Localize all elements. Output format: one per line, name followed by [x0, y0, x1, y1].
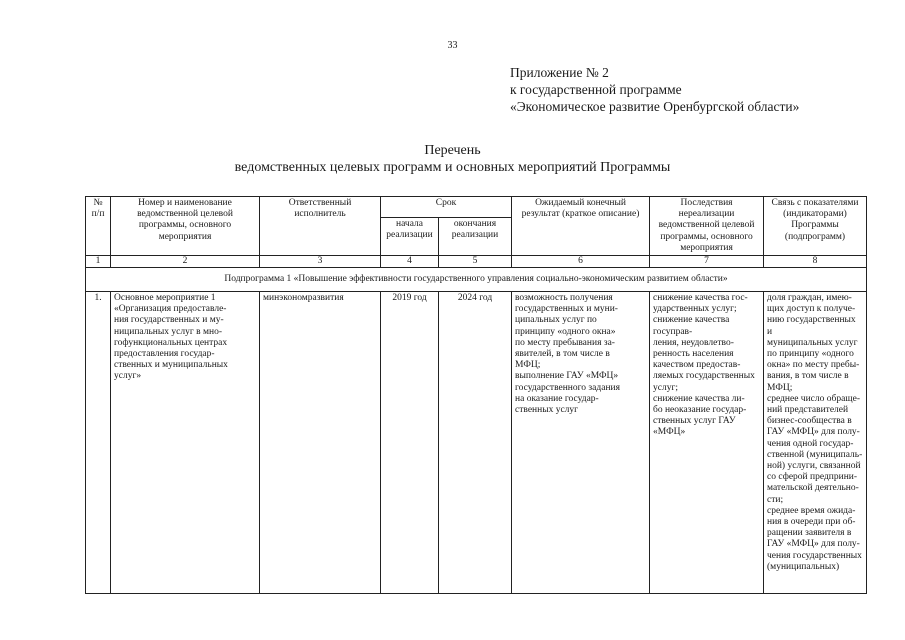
cell-line: доля граждан, имею- [767, 293, 852, 304]
header-executor: Ответственный исполнитель [260, 197, 381, 256]
column-number: 5 [439, 256, 512, 268]
cell-line: выполнение ГАУ «МФЦ» [515, 371, 619, 382]
cell-line: бизнес-сообщества в [767, 416, 852, 427]
header-term: Срок [381, 197, 512, 218]
document-title [0, 142, 905, 176]
cell-line: «Организация предоставле- [114, 304, 227, 315]
cell-line: «МФЦ» [653, 427, 686, 438]
cell-line: окна» по месту пребы- [767, 360, 860, 371]
cell-line: чения одной государ- [767, 438, 854, 449]
header-name: Номер и наименование ведомственной целевой программы, основного мероприятия [111, 197, 260, 256]
column-number: 6 [512, 256, 650, 268]
row-executor: минэкономразвития [260, 292, 381, 594]
cell-line: ципальных услуг по [515, 315, 597, 326]
cell-line: снижение качества ли- [653, 393, 745, 404]
cell-line: ния государственных и му- [114, 315, 224, 326]
column-number: 8 [764, 256, 867, 268]
cell-line: среднее время ожида- [767, 505, 856, 516]
header-row [86, 197, 867, 218]
row-consequences [650, 292, 764, 594]
header-end: окончания реализации [439, 218, 512, 256]
cell-line: щих доступ к получе- [767, 304, 856, 315]
cell-line: ляемых государственных [653, 371, 755, 382]
page-number: 33 [447, 40, 458, 51]
cell-line: государственного задания [515, 382, 620, 393]
header-consequences: Последствия нереализации ведомственной целевой программы, основного мероприятия [650, 197, 764, 256]
cell-line: возможность получения [515, 293, 613, 304]
cell-line: услуг; [653, 382, 679, 393]
row-start: 2019 год [381, 292, 439, 594]
cell-line: ственных услуг [515, 405, 579, 416]
header-num: № п/п [86, 197, 111, 256]
cell-line: чения государственных [767, 550, 862, 561]
row-name [111, 292, 260, 594]
cell-line: ния в очереди при об- [767, 517, 856, 528]
appendix-line: к государственной программе [510, 82, 682, 97]
title-line: ведомственных целевых программ и основных мероприятий Программы [234, 160, 671, 175]
cell-line: ственной (муниципаль- [767, 449, 863, 460]
table-row [86, 292, 867, 594]
appendix-line: «Экономическое развитие Оренбургской области» [510, 99, 800, 114]
cell-line: ления, неудовлетво- [653, 337, 734, 348]
cell-line: ращении заявителя в [767, 528, 852, 539]
column-number: 3 [260, 256, 381, 268]
cell-line: ний представителей [767, 405, 849, 416]
column-number: 4 [381, 256, 439, 268]
title-line: Перечень [424, 143, 481, 158]
column-number: 2 [111, 256, 260, 268]
cell-line: государственных и муни- [515, 304, 618, 315]
cell-line: мательской деятельно- [767, 483, 859, 494]
subprogram-row [86, 268, 867, 292]
programs-table [85, 196, 867, 594]
cell-line: ГАУ «МФЦ» для полу- [767, 427, 860, 438]
cell-line: по месту пребывания за- [515, 337, 615, 348]
cell-line: муниципальных услуг [767, 337, 858, 348]
header-start: начала реализации [381, 218, 439, 256]
cell-line: по принципу «одного [767, 349, 854, 360]
cell-line: услуг» [114, 371, 142, 382]
header-result: Ожидаемый конечный результат (краткое описание) [512, 197, 650, 256]
cell-line: (муниципальных) [767, 561, 840, 572]
cell-line: ной) услуги, связанной [767, 461, 861, 472]
header-indicators: Связь с показателями (индикаторами) Программы (подпрограмм) [764, 197, 867, 256]
cell-line: ударственных услуг; [653, 304, 737, 315]
cell-line: качеством предостав- [653, 360, 741, 371]
cell-line: МФЦ; [767, 382, 793, 393]
cell-line: МФЦ; [515, 360, 541, 371]
row-num: 1. [86, 292, 111, 594]
cell-line: ГАУ «МФЦ» для полу- [767, 539, 860, 550]
cell-line: нию государственных и [767, 315, 856, 337]
cell-line: принципу «одного окна» [515, 326, 616, 337]
cell-line: ниципальных услуг в мно- [114, 326, 222, 337]
cell-line: ренность населения [653, 349, 734, 360]
appendix-line: Приложение № 2 [510, 65, 609, 80]
cell-line: снижение качества госуправ- [653, 315, 730, 337]
column-number: 1 [86, 256, 111, 268]
cell-line: среднее число обраще- [767, 393, 860, 404]
row-end: 2024 год [439, 292, 512, 594]
column-number: 7 [650, 256, 764, 268]
subprogram-title: Подпрограмма 1 «Повышение эффективности государственного управления социально-экономическим развитием области» [86, 268, 867, 292]
appendix-caption [510, 64, 799, 115]
cell-line: явителей, в том числе в [515, 349, 610, 360]
cell-line: ственных и муниципальных [114, 360, 228, 371]
row-result [512, 292, 650, 594]
cell-line: ственных услуг ГАУ [653, 416, 736, 427]
cell-line: снижение качества гос- [653, 293, 748, 304]
cell-line: гофункциональных центрах [114, 337, 228, 348]
cell-line: Основное мероприятие 1 [114, 293, 216, 304]
cell-line: на оказание государ- [515, 393, 599, 404]
cell-line: вания, в том числе в [767, 371, 849, 382]
row-indicators [764, 292, 867, 594]
column-number-row [86, 256, 867, 268]
cell-line: предоставления государ- [114, 349, 215, 360]
cell-line: сти; [767, 494, 784, 505]
cell-line: бо неоказание государ- [653, 405, 747, 416]
cell-line: со сферой предприни- [767, 472, 858, 483]
